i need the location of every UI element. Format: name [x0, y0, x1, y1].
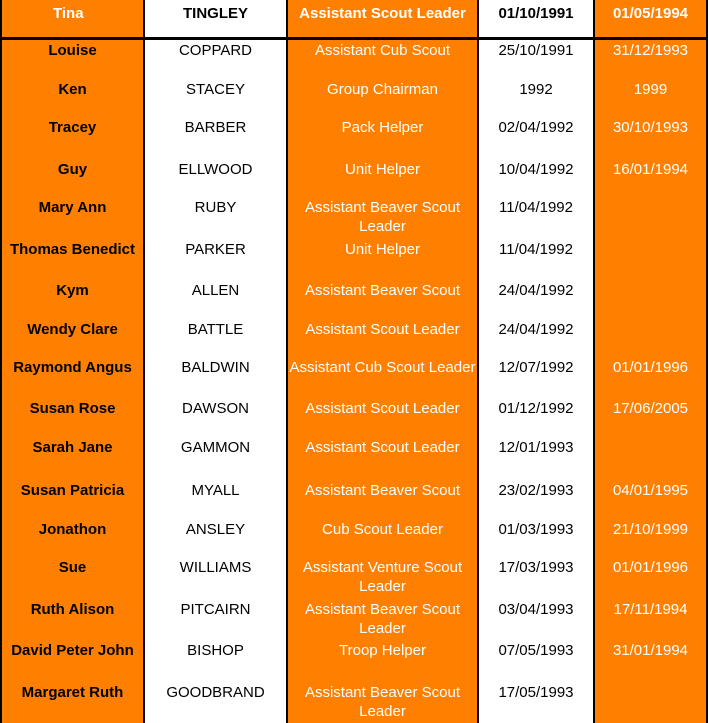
cell-first-name: Jonathon: [38, 521, 107, 538]
cell-surname: PITCAIRN: [180, 601, 251, 618]
cell-end-date: 17/06/2005: [612, 400, 689, 417]
cell-start-date: 1992: [519, 81, 553, 98]
cell-start-date: 07/05/1993: [498, 642, 574, 659]
cell-first-name: Tracey: [48, 119, 97, 136]
cell-start-date: 01/12/1992: [498, 400, 574, 417]
cell-first-name: David Peter John: [11, 642, 134, 659]
cell-end-date: 31/12/1993: [612, 42, 689, 59]
cell-role: Troop Helper: [339, 642, 426, 659]
cell-end-date: 04/01/1995: [612, 482, 689, 499]
cell-role: Assistant Scout Leader: [305, 321, 460, 338]
cell-first-name: Susan Patricia: [20, 482, 125, 499]
cell-role: Pack Helper: [341, 119, 424, 136]
cell-start-date: 11/04/1992: [499, 199, 573, 216]
header-first-name: Tina: [53, 5, 84, 22]
cell-surname: ALLEN: [191, 282, 240, 299]
cell-surname: GAMMON: [180, 439, 251, 456]
cell-surname: STACEY: [186, 81, 245, 98]
cell-role: Assistant Beaver Scout: [304, 282, 461, 299]
cell-first-name: Ruth Alison: [30, 601, 115, 618]
cell-surname: ANSLEY: [185, 521, 246, 538]
cell-end-date: 30/10/1993: [612, 119, 689, 136]
cell-role: Assistant Scout Leader: [305, 439, 460, 456]
cell-end-date: 1999: [633, 81, 668, 98]
cell-first-name: Mary Ann: [38, 199, 107, 216]
cell-start-date: 23/02/1993: [498, 482, 574, 499]
cell-role: Assistant Cub Scout: [314, 42, 451, 59]
header-divider: [0, 37, 708, 40]
cell-surname: GOODBRAND: [166, 684, 265, 701]
cell-first-name: Thomas Benedict: [9, 241, 136, 258]
cell-first-name: Louise: [48, 42, 97, 59]
cell-first-name: Margaret Ruth: [21, 684, 124, 701]
cell-start-date: 25/10/1991: [498, 42, 574, 59]
cell-start-date: 11/04/1992: [499, 241, 573, 258]
cell-role: Unit Helper: [344, 241, 421, 258]
cell-role: Assistant Venture Scout Leader: [302, 559, 463, 595]
cell-surname: PARKER: [185, 241, 246, 258]
cell-role: Assistant Cub Scout Leader: [289, 359, 476, 376]
header-end-date: 01/05/1994: [612, 5, 689, 22]
cell-role: Unit Helper: [344, 161, 421, 178]
cell-surname: MYALL: [191, 482, 240, 499]
header-role: Assistant Scout Leader: [299, 5, 466, 22]
cell-surname: WILLIAMS: [179, 559, 252, 576]
cell-surname: BISHOP: [187, 642, 244, 659]
cell-start-date: 17/05/1993: [498, 684, 574, 701]
header-surname: TINGLEY: [182, 5, 248, 22]
cell-start-date: 03/04/1993: [498, 601, 574, 618]
cell-role: Assistant Beaver Scout Leader: [304, 601, 461, 637]
cell-surname: DAWSON: [182, 400, 249, 417]
cell-role: Assistant Scout Leader: [305, 400, 460, 417]
cell-first-name: Sarah Jane: [32, 439, 113, 456]
cell-role: Cub Scout Leader: [322, 521, 443, 538]
cell-start-date: 12/01/1993: [498, 439, 574, 456]
cell-end-date: 21/10/1999: [612, 521, 689, 538]
cell-surname: BATTLE: [187, 321, 244, 338]
cell-first-name: Wendy Clare: [27, 321, 118, 338]
cell-end-date: 01/01/1996: [612, 559, 689, 576]
cell-start-date: 01/03/1993: [498, 521, 574, 538]
cell-first-name: Guy: [57, 161, 88, 178]
cell-surname: ELLWOOD: [178, 161, 253, 178]
cell-surname: BALDWIN: [181, 359, 250, 376]
cell-first-name: Kym: [56, 282, 89, 299]
cell-role: Assistant Beaver Scout Leader: [304, 199, 461, 235]
cell-surname: RUBY: [194, 199, 237, 216]
cell-surname: BARBER: [184, 119, 247, 136]
cell-surname: COPPARD: [178, 42, 253, 59]
cell-start-date: 12/07/1992: [498, 359, 574, 376]
cell-first-name: Raymond Angus: [13, 359, 132, 376]
cell-role: Group Chairman: [327, 81, 438, 98]
cell-start-date: 10/04/1992: [498, 161, 574, 178]
cell-first-name: Ken: [58, 81, 87, 98]
cell-first-name: Susan Rose: [29, 400, 116, 417]
cell-end-date: 17/11/1994: [613, 601, 688, 618]
cell-first-name: Sue: [58, 559, 87, 576]
cell-start-date: 24/04/1992: [498, 321, 574, 338]
cell-start-date: 24/04/1992: [498, 282, 574, 299]
cell-role: Assistant Beaver Scout Leader: [304, 684, 461, 720]
header-start-date: 01/10/1991: [498, 5, 574, 22]
cell-start-date: 02/04/1992: [498, 119, 574, 136]
cell-role: Assistant Beaver Scout: [304, 482, 461, 499]
cell-end-date: 01/01/1996: [612, 359, 689, 376]
cell-end-date: 16/01/1994: [612, 161, 689, 178]
cell-start-date: 17/03/1993: [498, 559, 574, 576]
cell-end-date: 31/01/1994: [612, 642, 689, 659]
